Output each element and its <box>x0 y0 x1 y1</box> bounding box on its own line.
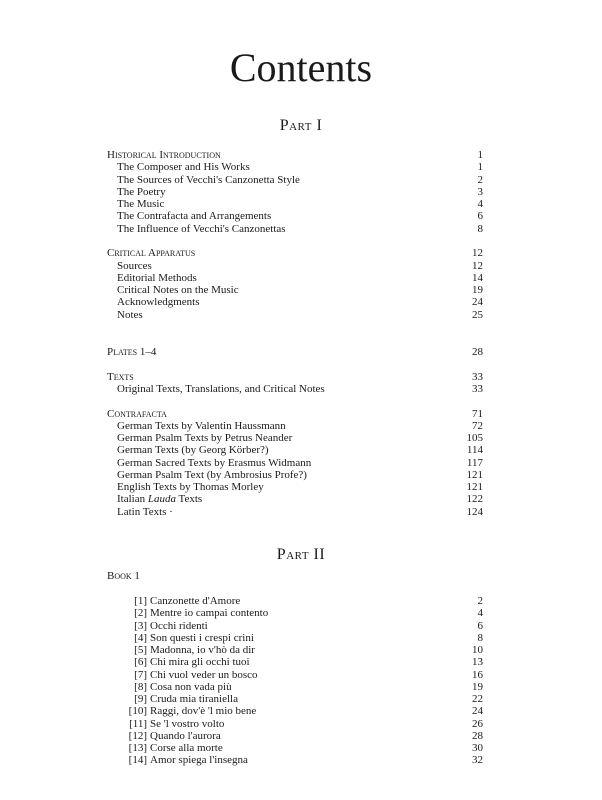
entry-number: [14] <box>128 754 147 767</box>
entry-label: Se 'l vostro volto <box>150 717 225 730</box>
entry-label: Editorial Methods <box>117 271 197 284</box>
section-title: Plates 1–4 <box>107 345 157 358</box>
entry-label: Original Texts, Translations, and Critical Notes <box>117 382 325 395</box>
entry-label: Canzonette d'Amore <box>150 595 241 607</box>
toc-section-row <box>107 371 483 383</box>
entry-number: [4] <box>134 631 147 644</box>
page-number: 121 <box>466 481 483 493</box>
toc-entry-row <box>107 174 483 186</box>
toc-entry-row <box>107 444 483 456</box>
entry-label: Cosa non vada più <box>150 680 232 693</box>
entry-number: [6] <box>134 656 147 669</box>
page-number: 12 <box>472 247 483 260</box>
entry-label: Madonna, io v'hò da dir <box>150 644 255 656</box>
section-gap <box>107 333 483 346</box>
entry-label: German Sacred Texts by Erasmus Widmann <box>117 456 312 469</box>
page-number: 30 <box>472 742 483 754</box>
part-1-heading: Part I <box>279 117 323 134</box>
toc-entry-row <box>107 669 483 681</box>
entry-label: The Poetry <box>117 185 166 198</box>
toc-entry-row <box>107 223 483 235</box>
toc-entry-row <box>107 161 483 173</box>
entry-label: Italian Lauda Texts <box>117 493 203 506</box>
toc-entry-row <box>107 506 483 518</box>
toc-section-row <box>107 346 483 358</box>
toc-entry-row <box>107 284 483 296</box>
page-number: 10 <box>472 644 483 656</box>
page-number: 19 <box>472 680 483 693</box>
entry-label: The Music <box>117 198 165 210</box>
page-number: 71 <box>472 407 483 420</box>
toc-entry-row <box>107 272 483 284</box>
page-number: 4 <box>477 198 483 210</box>
page-number: 2 <box>477 173 483 186</box>
section-title: Texts <box>107 370 134 383</box>
page-number: 16 <box>472 668 483 681</box>
entry-label: Chi vuol veder un bosco <box>150 668 258 681</box>
entry-label: Cruda mia tiraniella <box>150 693 238 705</box>
page-number: 12 <box>472 259 483 272</box>
entry-label: German Texts by Valentin Haussmann <box>117 419 286 432</box>
part-1-contents <box>107 149 483 518</box>
page-number: 124 <box>466 505 483 518</box>
entry-number: [1] <box>134 595 147 607</box>
page-number: 6 <box>477 619 483 632</box>
toc-entry-row <box>107 754 483 766</box>
toc-section-row <box>107 247 483 259</box>
toc-entry-row <box>107 730 483 742</box>
section-gap <box>107 321 483 334</box>
entry-number: [3] <box>134 619 147 632</box>
entry-label: The Contrafacta and Arrangements <box>117 210 272 223</box>
entry-label: The Influence of Vecchi's Canzonettas <box>117 222 286 235</box>
page-number: 28 <box>472 345 483 358</box>
entry-label: Notes <box>117 308 143 321</box>
page-number: 14 <box>472 271 483 284</box>
toc-entry-row <box>107 656 483 668</box>
page-number: 26 <box>472 717 483 730</box>
toc-entry-row <box>107 493 483 505</box>
page-number: 4 <box>477 607 483 620</box>
entry-label: Quando l'aurora <box>150 729 221 742</box>
page-number: 32 <box>472 754 483 767</box>
page-number: 8 <box>477 222 483 235</box>
entry-label: German Texts (by Georg Körber?) <box>117 444 269 457</box>
page-number: 117 <box>466 456 483 469</box>
toc-entry-row <box>107 595 483 607</box>
page-number: 105 <box>466 432 483 444</box>
entry-number: [2] <box>134 607 147 620</box>
entry-number: [8] <box>134 680 147 693</box>
entry-number: [7] <box>134 668 147 681</box>
entry-label: Son questi i crespi crini <box>150 631 254 644</box>
entry-label: The Sources of Vecchi's Canzonetta Style <box>117 173 300 186</box>
entry-label: The Composer and His Works <box>117 161 250 174</box>
page-number: 1 <box>477 161 483 174</box>
book-heading: Book 1 <box>107 570 140 582</box>
entry-label: Critical Notes on the Music <box>117 284 239 296</box>
page-number: 33 <box>472 370 483 383</box>
entry-label: Latin Texts · <box>117 505 173 518</box>
page-number: 2 <box>477 595 483 607</box>
entry-label: Acknowledgments <box>117 296 200 309</box>
page-number: 122 <box>466 493 483 506</box>
entry-label: Sources <box>117 259 152 272</box>
entry-number: [9] <box>134 693 147 705</box>
toc-entry-row <box>107 432 483 444</box>
page-title: Contents <box>229 45 373 90</box>
page-number: 33 <box>472 382 483 395</box>
entry-label: English Texts by Thomas Morley <box>117 481 264 493</box>
page-number: 13 <box>472 656 483 669</box>
toc-section-row <box>107 408 483 420</box>
toc-entry-row <box>107 681 483 693</box>
section-gap <box>107 358 483 371</box>
page-number: 3 <box>477 185 483 198</box>
entry-label: Chi mira gli occhi tuoi <box>150 656 250 669</box>
toc-entry-row <box>107 469 483 481</box>
page-number: 19 <box>472 284 483 296</box>
section-title: Contrafacta <box>107 407 167 420</box>
page-number: 22 <box>472 693 483 705</box>
toc-entry-row <box>107 186 483 198</box>
toc-entry-row <box>107 210 483 222</box>
toc-entry-row <box>107 420 483 432</box>
toc-entry-row <box>107 693 483 705</box>
toc-entry-row <box>107 198 483 210</box>
section-title: Critical Apparatus <box>107 247 196 260</box>
page-number: 6 <box>477 210 483 223</box>
entry-label: Occhi ridenti <box>150 619 208 632</box>
entry-label: Amor spiega l'insegna <box>150 754 248 767</box>
toc-entry-row <box>107 383 483 395</box>
toc-entry-row <box>107 718 483 730</box>
page-number: 8 <box>477 631 483 644</box>
page-number: 114 <box>466 444 483 457</box>
entry-label: Raggi, dov'è 'l mio bene <box>150 705 257 718</box>
entry-number: [13] <box>128 742 147 754</box>
section-gap <box>107 395 483 408</box>
part-2-heading: Part II <box>276 546 326 563</box>
entry-number: [12] <box>128 729 147 742</box>
toc-entry-row <box>107 607 483 619</box>
toc-entry-row <box>107 632 483 644</box>
toc-entry-row <box>107 296 483 308</box>
entry-label: German Psalm Texts by Petrus Neander <box>117 432 293 444</box>
toc-entry-row <box>107 644 483 656</box>
entry-label: Corse alla morte <box>150 742 223 754</box>
part-2-contents <box>107 595 483 767</box>
entry-number: [11] <box>129 717 147 730</box>
page-number: 28 <box>472 729 483 742</box>
toc-entry-row <box>107 260 483 272</box>
toc-entry-row <box>107 309 483 321</box>
section-title: Historical Introduction <box>107 149 221 161</box>
toc-entry-row <box>107 457 483 469</box>
page-number: 121 <box>466 468 483 481</box>
toc-section-row <box>107 149 483 161</box>
entry-number: [10] <box>128 705 147 718</box>
toc-entry-row <box>107 742 483 754</box>
entry-label: German Psalm Text (by Ambrosius Profe?) <box>117 468 307 481</box>
page-number: 25 <box>472 308 483 321</box>
toc-entry-row <box>107 705 483 717</box>
page-number: 24 <box>472 296 483 309</box>
toc-entry-row <box>107 481 483 493</box>
toc-entry-row <box>107 620 483 632</box>
entry-number: [5] <box>134 644 147 656</box>
entry-label: Mentre io campai contento <box>150 607 269 620</box>
page-number: 1 <box>477 149 483 161</box>
page-number: 24 <box>472 705 483 718</box>
section-gap <box>107 235 483 248</box>
page-number: 72 <box>472 419 483 432</box>
